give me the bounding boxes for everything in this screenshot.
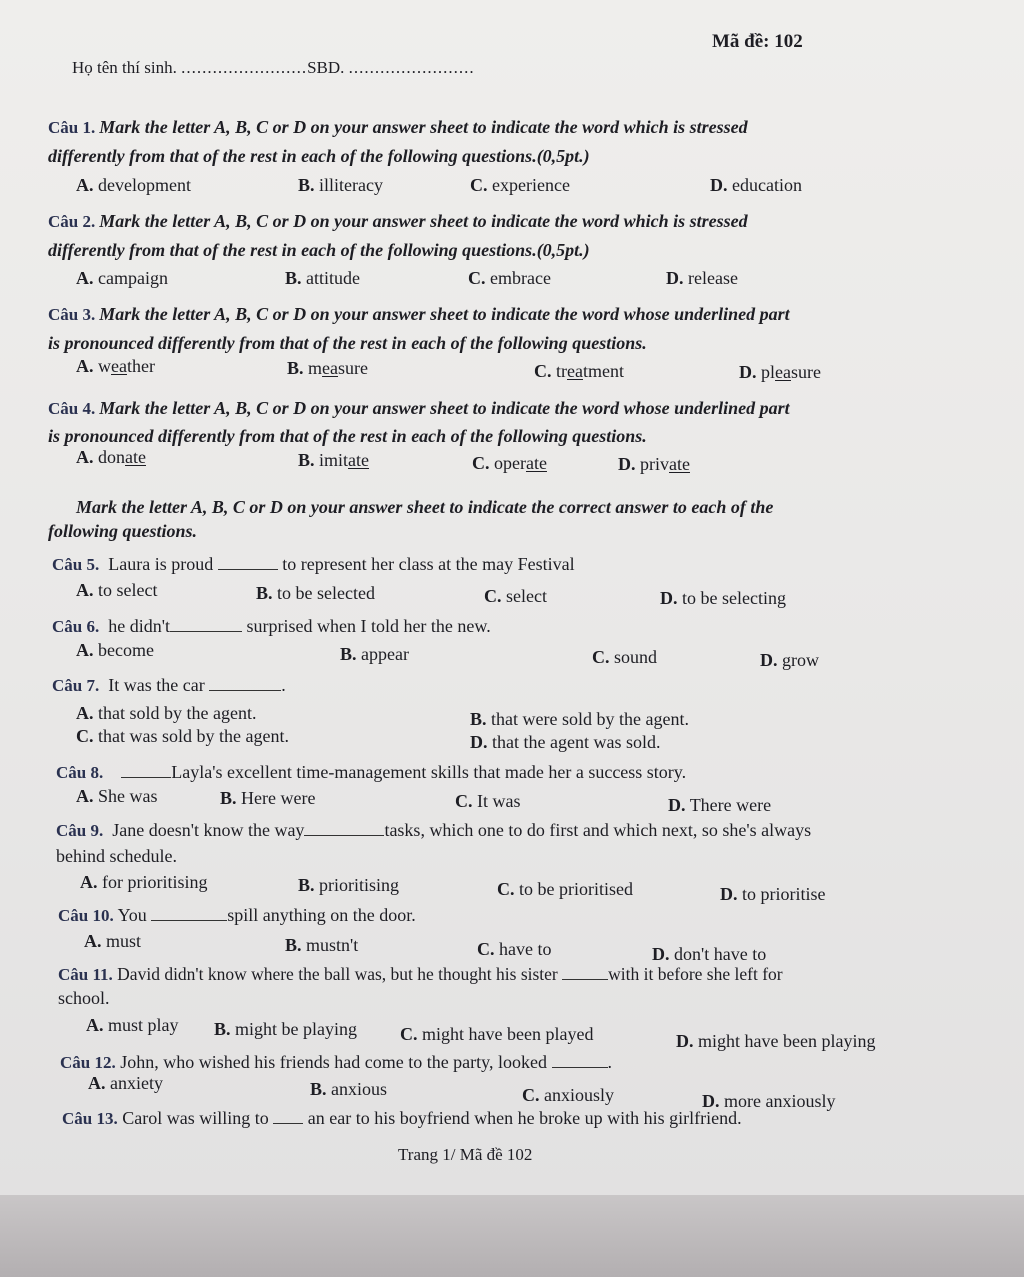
section-instruction-line2: following questions. bbox=[48, 521, 198, 541]
question-3-stem bbox=[48, 304, 790, 325]
option-12a[interactable]: A. anxiety bbox=[88, 1073, 163, 1093]
option-6c[interactable]: C. sound bbox=[592, 647, 658, 667]
option-7b[interactable]: B. that were sold by the agent. bbox=[470, 709, 689, 729]
option-11a[interactable]: A. must play bbox=[86, 1015, 179, 1035]
question-instruction: Mark the letter A, B, C or D on your answer sheet to indicate the word which is stressed bbox=[99, 211, 748, 231]
option-7d[interactable]: D. that the agent was sold. bbox=[470, 732, 661, 752]
option-10b[interactable]: B. mustn't bbox=[285, 935, 359, 955]
option-10d[interactable]: D. don't have to bbox=[652, 944, 767, 964]
answer-blank[interactable] bbox=[552, 1066, 608, 1068]
option-9d[interactable]: D. to prioritise bbox=[720, 884, 826, 904]
student-name-label: Họ tên thí sinh. bbox=[72, 58, 177, 77]
answer-blank[interactable] bbox=[121, 776, 171, 778]
option-8a[interactable]: A. She was bbox=[76, 786, 158, 806]
option-5d[interactable]: D. to be selecting bbox=[660, 588, 786, 608]
question-instruction: Mark the letter A, B, C or D on your answer sheet to indicate the word whose underlined part bbox=[99, 398, 790, 418]
option-9c[interactable]: C. to be prioritised bbox=[497, 879, 633, 899]
option-3d[interactable]: D. pleasure bbox=[739, 362, 821, 382]
question-instruction-line2: is pronounced differently from that of the rest in each of the following questions. bbox=[48, 333, 647, 353]
option-11d[interactable]: D. might have been playing bbox=[676, 1031, 876, 1051]
question-11-line2: school. bbox=[58, 988, 110, 1008]
option-5a[interactable]: A. to select bbox=[76, 580, 158, 600]
exam-code: Mã đề: 102 bbox=[712, 31, 803, 52]
question-instruction: Mark the letter A, B, C or D on your answer sheet to indicate the word whose underlined part bbox=[99, 304, 790, 324]
question-number: Câu 4. bbox=[48, 399, 96, 418]
option-10c[interactable]: C. have to bbox=[477, 939, 552, 959]
student-info-line bbox=[72, 58, 475, 78]
option-12c[interactable]: C. anxiously bbox=[522, 1085, 614, 1105]
option-4c[interactable]: C. operate bbox=[472, 453, 547, 473]
option-9a[interactable]: A. for prioritising bbox=[80, 872, 208, 892]
option-3c[interactable]: C. treatment bbox=[534, 361, 624, 381]
page-footer: Trang 1/ Mã đề 102 bbox=[398, 1145, 533, 1164]
option-2d[interactable]: D. release bbox=[666, 268, 738, 288]
question-4-stem bbox=[48, 398, 790, 419]
question-9-stem: Câu 9. Jane doesn't know the way tasks, which one to do first and which next, so she's always bbox=[56, 820, 812, 840]
question-instruction: Mark the letter A, B, C or D on your answer sheet to indicate the word which is stressed bbox=[99, 117, 748, 137]
sbd-field[interactable]: ........................ bbox=[348, 58, 475, 77]
option-12d[interactable]: D. more anxiously bbox=[702, 1091, 836, 1111]
answer-blank[interactable] bbox=[170, 630, 242, 632]
question-11-stem: Câu 11. David didn't know where the ball was, but he thought his sister with it before she left for bbox=[58, 964, 783, 984]
question-2-stem bbox=[48, 211, 748, 232]
option-8d[interactable]: D. There were bbox=[668, 795, 772, 815]
option-9b[interactable]: B. prioritising bbox=[298, 875, 400, 895]
question-instruction-line2: differently from that of the rest in each of the following questions.(0,5pt.) bbox=[48, 146, 590, 166]
question-instruction-line2: differently from that of the rest in each of the following questions.(0,5pt.) bbox=[48, 240, 590, 260]
question-7-stem: Câu 7. It was the car . bbox=[52, 675, 286, 695]
option-1a[interactable]: A. development bbox=[76, 175, 191, 195]
option-10a[interactable]: A. must bbox=[84, 931, 142, 951]
question-10-stem: Câu 10. You spill anything on the door. bbox=[58, 905, 416, 925]
option-8b[interactable]: B. Here were bbox=[220, 788, 316, 808]
option-6b[interactable]: B. appear bbox=[340, 644, 409, 664]
option-8c[interactable]: C. It was bbox=[455, 791, 521, 811]
option-11c[interactable]: C. might have been played bbox=[400, 1024, 594, 1044]
option-7c[interactable]: C. that was sold by the agent. bbox=[76, 726, 289, 746]
option-6a[interactable]: A. become bbox=[76, 640, 154, 660]
question-instruction-line2: is pronounced differently from that of the rest in each of the following questions. bbox=[48, 426, 647, 446]
option-2b[interactable]: B. attitude bbox=[285, 268, 360, 288]
option-7a[interactable]: A. that sold by the agent. bbox=[76, 703, 257, 723]
question-number: Câu 2. bbox=[48, 212, 96, 231]
question-number: Câu 3. bbox=[48, 305, 96, 324]
answer-blank[interactable] bbox=[304, 834, 384, 836]
answer-blank[interactable] bbox=[209, 689, 281, 691]
question-6-stem: Câu 6. he didn't surprised when I told her the new. bbox=[52, 616, 491, 636]
option-4b[interactable]: B. imitate bbox=[298, 450, 370, 470]
answer-blank[interactable] bbox=[273, 1122, 303, 1124]
answer-blank[interactable] bbox=[151, 919, 227, 921]
option-1b[interactable]: B. illiteracy bbox=[298, 175, 383, 195]
question-9-line2: behind schedule. bbox=[56, 846, 177, 866]
option-2c[interactable]: C. embrace bbox=[468, 268, 551, 288]
option-2a[interactable]: A. campaign bbox=[76, 268, 168, 288]
answer-blank[interactable] bbox=[562, 978, 608, 980]
option-12b[interactable]: B. anxious bbox=[310, 1079, 388, 1099]
option-4d[interactable]: D. private bbox=[618, 454, 690, 474]
question-1-stem bbox=[48, 117, 748, 138]
option-11b[interactable]: B. might be playing bbox=[214, 1019, 357, 1039]
question-5-stem: Câu 5. Laura is proud to represent her class at the may Festival bbox=[52, 554, 575, 574]
option-3b[interactable]: B. measure bbox=[287, 358, 369, 378]
option-1d[interactable]: D. education bbox=[710, 175, 802, 195]
option-5c[interactable]: C. select bbox=[484, 586, 547, 606]
desk-edge bbox=[0, 1195, 1024, 1277]
section-instruction-line1: Mark the letter A, B, C or D on your answer sheet to indicate the correct answer to each of the bbox=[76, 497, 774, 517]
option-3a[interactable]: A. weather bbox=[76, 356, 155, 376]
option-4a[interactable]: A. donate bbox=[76, 447, 146, 467]
option-6d[interactable]: D. grow bbox=[760, 650, 819, 670]
question-13-stem: Câu 13. Carol was willing to an ear to his boyfriend when he broke up with his girlfriend. bbox=[62, 1108, 742, 1128]
sbd-label: SBD. bbox=[307, 58, 345, 77]
option-1c[interactable]: C. experience bbox=[470, 175, 570, 195]
question-12-stem: Câu 12. John, who wished his friends had come to the party, looked . bbox=[60, 1052, 612, 1072]
option-5b[interactable]: B. to be selected bbox=[256, 583, 375, 603]
student-name-field[interactable]: ........................ bbox=[181, 58, 308, 77]
question-8-stem: Câu 8. Layla's excellent time-management skills that made her a success story. bbox=[56, 762, 687, 782]
answer-blank[interactable] bbox=[218, 568, 278, 570]
question-number: Câu 1. bbox=[48, 118, 96, 137]
